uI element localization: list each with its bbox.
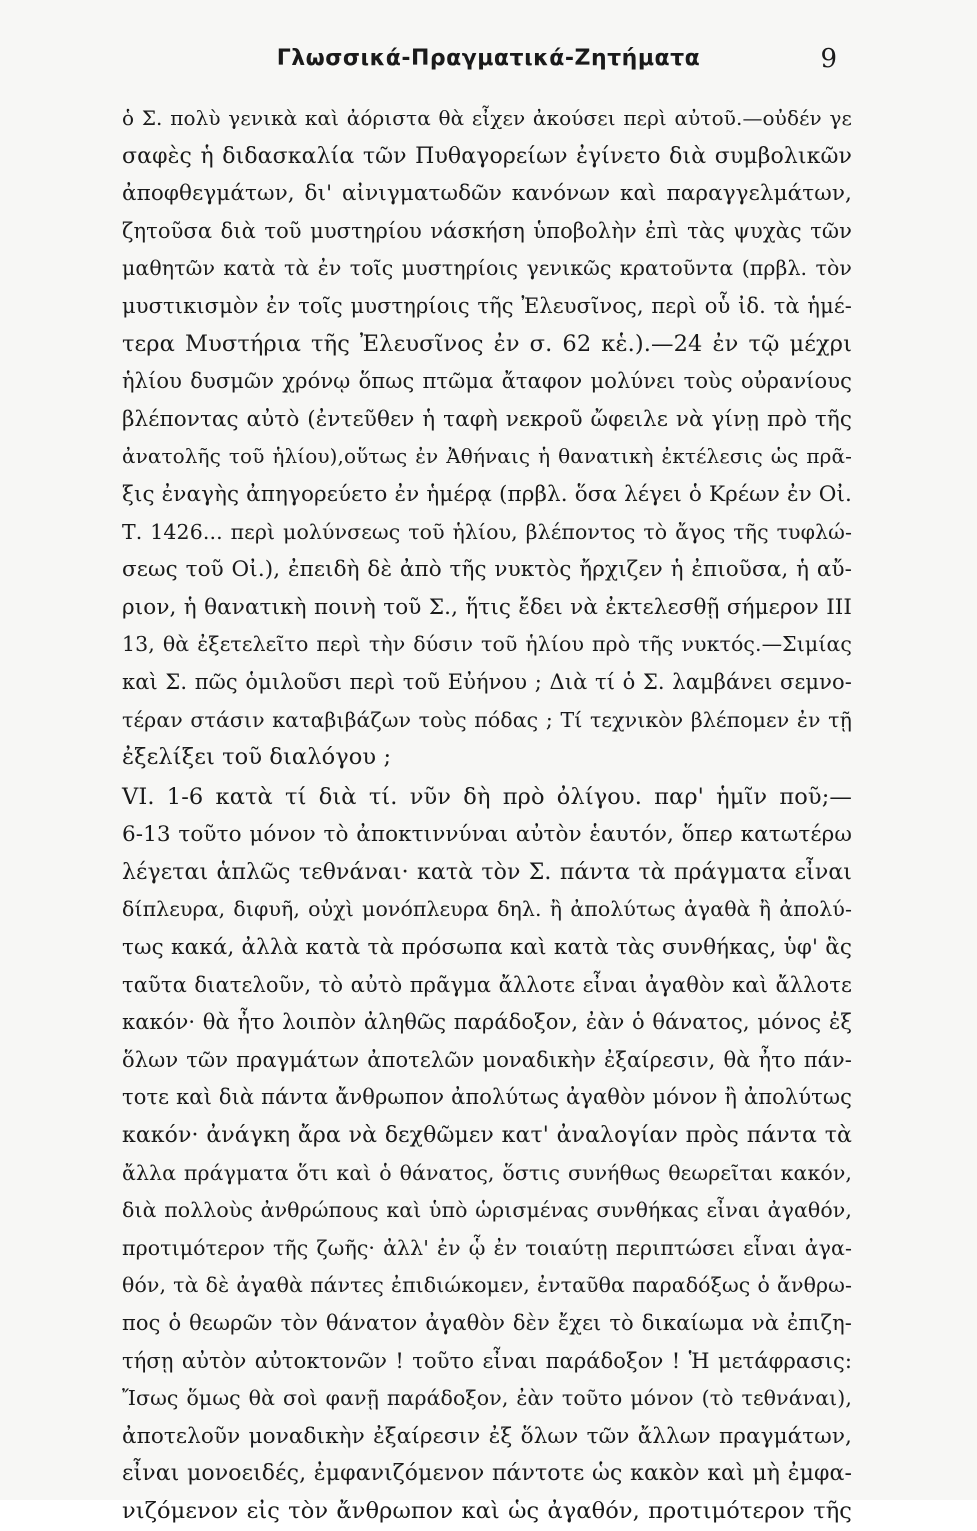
text-line: μυστικισμὸν ἐν τοῖς μυστηρίοις τῆς Ἐλευσῖνος, περὶ οὗ ἰδ. τὰ ἡμέ- — [122, 293, 852, 318]
text-line: ὅλων τῶν πραγμάτων ἀποτελῶν μοναδικὴν ἐξαίρεσιν, θὰ ἦτο πάν- — [122, 1047, 852, 1072]
section-heading-line: VI. 1-6 κατὰ τί διὰ τί. νῦν δὴ πρὸ ὀλίγου. παρ' ἡμῖν ποῦ;— — [122, 783, 852, 810]
text-line: τως κακά, ἀλλὰ κατὰ τὰ πρόσωπα καὶ κατὰ τὰς συνθήκας, ὑφ' ἃς — [122, 935, 852, 961]
text-line: 13, θὰ ἐξετελεῖτο περὶ τὴν δύσιν τοῦ ἡλίου πρὸ τῆς νυκτός.—Σιμίας — [122, 632, 852, 657]
text-line: βλέποντας αὐτὸ (ἐντεῦθεν ἡ ταφὴ νεκροῦ ὤφειλε νὰ γίνῃ πρὸ τῆς — [122, 406, 852, 432]
text-line: ὁ Σ. πολὺ γενικὰ καὶ ἀόριστα θὰ εἶχεν ἀκούσει περὶ αὐτοῦ.—οὐδέν γε — [122, 106, 852, 130]
text-line: νιζόμενον εἰς τὸν ἄνθρωπον καὶ ὡς ἀγαθόν, προτιμότερον τῆς — [122, 1497, 852, 1524]
text-line: ριον, ἡ θανατικὴ ποινὴ τοῦ Σ., ἥτις ἔδει νὰ ἐκτελεσθῇ σήμερον ΙΙΙ — [122, 594, 852, 620]
text-line: θόν, τὰ δὲ ἀγαθὰ πάντες ἐπιδιώκομεν, ἐνταῦθα παραδόξως ὁ ἄνθρω- — [122, 1273, 852, 1298]
text-line: λέγεται ἁπλῶς τεθνάναι· κατὰ τὸν Σ. πάντα τὰ πράγματα εἶναι — [122, 859, 852, 885]
text-line: κακόν· θὰ ἦτο λοιπὸν ἀληθῶς παράδοξον, ἐὰν ὁ θάνατος, μόνος ἐξ — [122, 1010, 852, 1035]
text-line: Ἴσως ὅμως θὰ σοὶ φανῇ παράδοξον, ἐὰν τοῦτο μόνον (τὸ τεθνάναι), — [122, 1386, 852, 1411]
text-line: τέραν στάσιν καταβιβάζων τοὺς πόδας ; Τί τεχνικὸν βλέπομεν ἐν τῇ — [122, 707, 852, 732]
text-line: ἐξελίξει τοῦ διαλόγου ; — [122, 744, 392, 771]
text-line: ἀποφθεγμάτων, δι' αἰνιγματωδῶν κανόνων καὶ παραγγελμάτων, — [122, 181, 852, 207]
running-title: Γλωσσικά-Πραγματικά-Ζητήματα — [276, 46, 701, 71]
text-line: τήσῃ αὐτὸν αὐτοκτονῶν ! τοῦτο εἶναι παράδοξον ! Ἡ μετάφρασις: — [122, 1348, 852, 1373]
text-line: 6-13 τοῦτο μόνον τὸ ἀποκτιννύναι αὐτὸν ἑαυτόν, ὅπερ κατωτέρω — [122, 822, 852, 848]
text-line: ἡλίου δυσμῶν χρόνῳ ὅπως πτῶμα ἄταφον μολύνει τοὺς οὐρανίους — [122, 369, 852, 394]
text-line: σεως τοῦ Οἰ.), ἐπειδὴ δὲ ἀπὸ τῆς νυκτὸς ἤρχιζεν ἡ ἐπιοῦσα, ἡ αὔ- — [122, 557, 852, 583]
text-line: σαφὲς ἡ διδασκαλία τῶν Πυθαγορείων ἐγίνετο διὰ συμβολικῶν — [122, 143, 852, 169]
text-line: πος ὁ θεωρῶν τὸν θάνατον ἀγαθὸν δὲν ἔχει τὸ δικαίωμα νὰ ἐπιζη- — [122, 1311, 852, 1335]
text-line: Τ. 1426... περὶ μολύνσεως τοῦ ἡλίου, βλέποντος τὸ ἄγος τῆς τυφλώ- — [122, 519, 852, 544]
text-line: ἄλλα πράγματα ὅτι καὶ ὁ θάνατος, ὅστις συνήθως θεωρεῖται κακόν, — [122, 1160, 852, 1185]
text-line: τερα Μυστήρια τῆς Ἐλευσῖνος ἐν σ. 62 κἑ.).—24 ἐν τῷ μέχρι — [122, 330, 852, 357]
text-line: κακόν· ἀνάγκη ἄρα νὰ δεχθῶμεν κατ' ἀναλογίαν πρὸς πάντα τὰ — [122, 1123, 852, 1149]
body-text — [122, 100, 852, 1531]
text-line: μαθητῶν κατὰ τὰ ἐν τοῖς μυστηρίοις γενικῶς κρατοῦντα (πρβλ. τὸν — [122, 256, 852, 281]
text-line: τοτε καὶ διὰ πάντα ἄνθρωπον ἀπολύτως ἀγαθὸν μόνον ἢ ἀπολύτως — [122, 1085, 852, 1110]
text-line: προτιμότερον τῆς ζωῆς· ἀλλ' ἐν ᾧ ἐν τοιαύτῃ περιπτώσει εἶναι ἀγα- — [122, 1235, 852, 1260]
text-line: ἀνατολῆς τοῦ ἡλίου),οὕτως ἐν Ἀθήναις ἡ θανατικὴ ἐκτέλεσις ὡς πρᾶ- — [122, 444, 852, 469]
page-number: 9 — [820, 44, 837, 74]
text-line: εἶναι μονοειδές, ἐμφανιζόμενον πάντοτε ὡς κακὸν καὶ μὴ ἐμφα- — [122, 1461, 852, 1487]
text-line: ζητοῦσα διὰ τοῦ μυστηρίου νάσκήση ὑποβολὴν ἐπὶ τὰς ψυχὰς τῶν — [122, 218, 852, 243]
text-line: ἀποτελοῦν μοναδικὴν ἐξαίρεσιν ἐξ ὅλων τῶν ἄλλων πραγμάτων, — [122, 1423, 852, 1449]
text-line: διὰ πολλοὺς ἀνθρώπους καὶ ὑπὸ ὡρισμένας συνθήκας εἶναι ἀγαθόν, — [122, 1198, 852, 1223]
page-header — [0, 46, 977, 86]
text-line: δίπλευρα, διφυῆ, οὐχὶ μονόπλευρα δηλ. ἢ ἀπολύτως ἀγαθὰ ἢ ἀπολύ- — [122, 897, 852, 922]
text-line: ξις ἐναγὴς ἀπηγορεύετο ἐν ἡμέρᾳ (πρβλ. ὅσα λέγει ὁ Κρέων ἐν Οἰ. — [122, 481, 852, 507]
text-line: καὶ Σ. πῶς ὁμιλοῦσι περὶ τοῦ Εὐήνου ; Διὰ τί ὁ Σ. λαμβάνει σεμνο- — [122, 669, 852, 694]
text-line: ταῦτα διατελοῦν, τὸ αὐτὸ πρᾶγμα ἄλλοτε εἶναι ἀγαθὸν καὶ ἄλλοτε — [122, 972, 852, 997]
